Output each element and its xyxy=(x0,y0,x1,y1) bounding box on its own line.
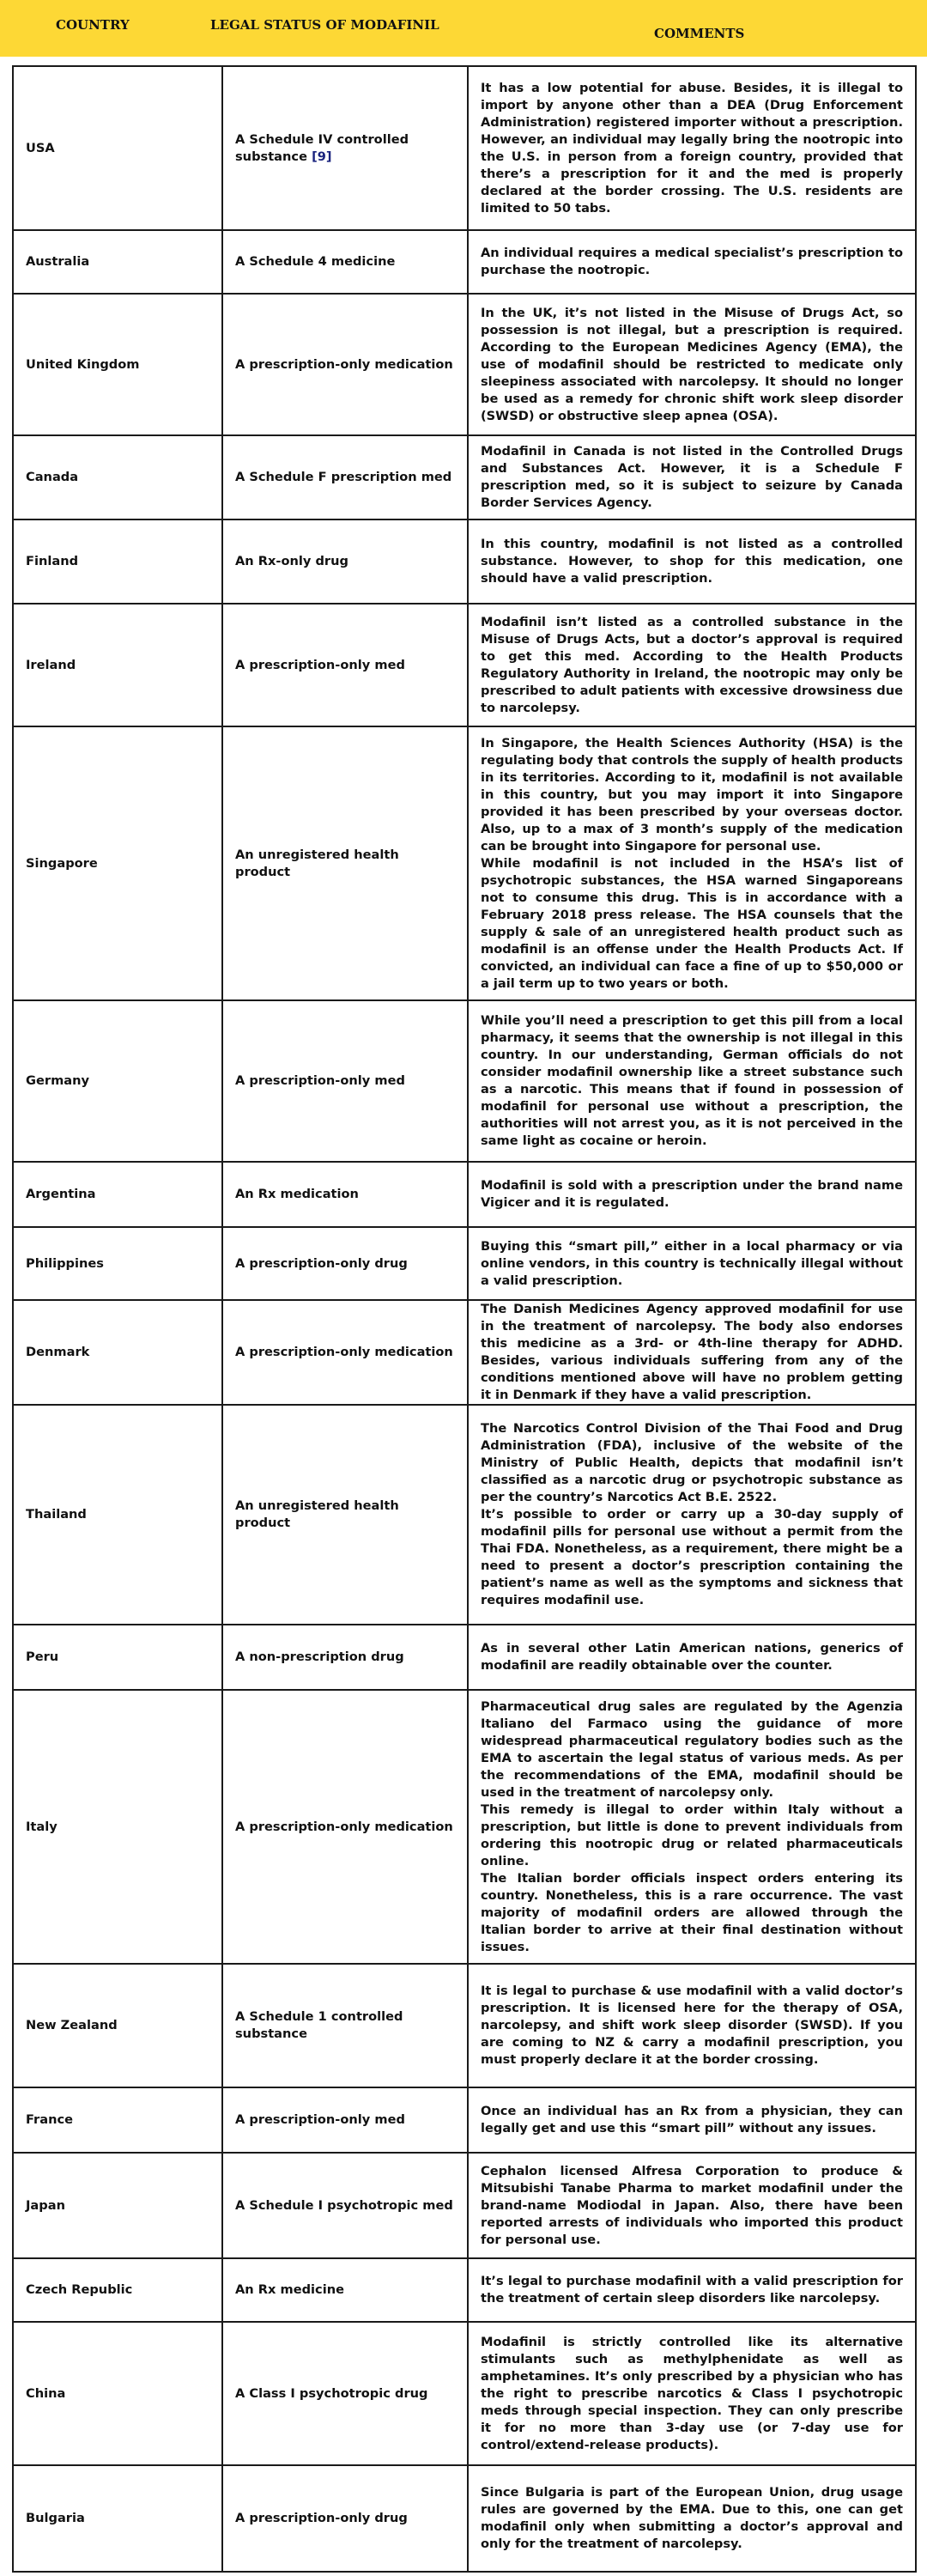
reference-link[interactable]: [9] xyxy=(312,149,332,164)
legal-status-text: An unregistered health product xyxy=(235,847,399,879)
country-cell: France xyxy=(13,2087,222,2153)
legal-status-cell xyxy=(222,2322,468,2465)
legal-status-text: A Schedule 4 medicine xyxy=(235,254,396,269)
comment-paragraph: Modafinil is strictly controlled like its alternative stimulants such as methylphenidate as well as amphetamines. It’s only prescribed by a physician who has the right to prescribe narcotics & Class I psychotropic meds through special inspection. They can only prescribe it for no more than 3-day use (or 7-day use for control/extend-release products). xyxy=(481,2334,903,2452)
country-cell: Denmark xyxy=(13,1300,222,1405)
legal-status-text: An unregistered health product xyxy=(235,1498,399,1530)
legal-status-cell xyxy=(222,294,468,435)
comments-cell xyxy=(468,1964,916,2087)
legal-status-cell xyxy=(222,726,468,1000)
table-row xyxy=(13,230,916,294)
comment-paragraph: While modafinil is not included in the HSA’s list of psychotropic substances, the HSA warned Singaporeans not to consume this drug. This is in accordance with a February 2018 press release. The HSA counsels that the supply & sale of an unregistered health product such as modafinil is an offense under the Health Products Act. If convicted, an individual can face a fine of up to $50,000 or a jail term up to two years or both. xyxy=(481,855,903,991)
country-cell: Japan xyxy=(13,2153,222,2258)
comment-paragraph: It’s possible to order or carry up a 30-day supply of modafinil pills for personal use without a permit from the Thai FDA. Nonetheless, as a requirement, there might be a need to present a doctor’s prescription containing the patient’s name as well as the symptoms and sickness that requires modafinil use. xyxy=(481,1507,903,1607)
country-cell: China xyxy=(13,2322,222,2465)
legal-status-text: A Schedule IV controlled substance xyxy=(235,131,409,164)
comment-paragraph: Once an individual has an Rx from a physician, they can legally get and use this “smart pill” without any issues. xyxy=(481,2104,903,2136)
comment-paragraph: This remedy is illegal to order within Italy without a prescription, but little is done to prevent individuals from ordering this nootropic drug or related pharmaceuticals online. xyxy=(481,1801,903,1868)
comments-cell xyxy=(468,1000,916,1162)
comments-cell xyxy=(468,230,916,294)
comment-paragraph: The Italian border officials inspect orders entering its country. Nonetheless, this is a rare occurrence. The vast majority of modafinil orders are allowed through the Italian border to arrive at their final destination without issues. xyxy=(481,1870,903,1954)
legal-status-cell xyxy=(222,519,468,604)
header-comments: COMMENTS xyxy=(654,26,745,41)
table-row xyxy=(13,519,916,604)
comments-cell xyxy=(468,1162,916,1227)
table-body xyxy=(13,66,916,2572)
country-cell: Argentina xyxy=(13,1162,222,1227)
comments-cell xyxy=(468,1300,916,1405)
comments-cell xyxy=(468,1625,916,1690)
country-cell: Singapore xyxy=(13,726,222,1000)
comment-paragraph: It is legal to purchase & use modafinil with a valid doctor’s prescription. It is licensed here for the therapy of OSA, narcolepsy, and shift work sleep disorder (SWSD). If you are coming to NZ & carry a modafinil prescription, you must properly declare it at the border crossing. xyxy=(481,1984,903,2067)
legal-status-cell xyxy=(222,230,468,294)
legal-status-text: A prescription-only medication xyxy=(235,1345,453,1359)
table-row xyxy=(13,1300,916,1405)
legal-status-cell xyxy=(222,66,468,230)
comments-cell xyxy=(468,2322,916,2465)
table-row xyxy=(13,604,916,726)
modafinil-legal-status-table xyxy=(12,65,917,2573)
comments-cell xyxy=(468,1690,916,1964)
comments-cell xyxy=(468,2153,916,2258)
legal-status-cell xyxy=(222,2087,468,2153)
country-cell: Australia xyxy=(13,230,222,294)
country-cell: Ireland xyxy=(13,604,222,726)
legal-status-cell xyxy=(222,1000,468,1162)
comment-paragraph: An individual requires a medical specialist’s prescription to purchase the nootropic. xyxy=(481,246,903,277)
comment-paragraph: Modafinil is sold with a prescription under the brand name Vigicer and it is regulated. xyxy=(481,1178,903,1210)
comment-paragraph: It’s legal to purchase modafinil with a valid prescription for the treatment of certain sleep disorders like narcolepsy. xyxy=(481,2274,903,2306)
comments-cell xyxy=(468,2465,916,2572)
comment-paragraph: Modafinil isn’t listed as a controlled substance in the Misuse of Drugs Acts, but a doctor’s approval is required to get this med. According to the Health Products Regulatory Authority in Ireland, the nootropic may only be prescribed to adult patients with excessive drowsiness due to narcolepsy. xyxy=(481,614,903,715)
legal-status-cell xyxy=(222,2258,468,2322)
table-row xyxy=(13,2153,916,2258)
comment-paragraph: In the UK, it’s not listed in the Misuse of Drugs Act, so possession is not illegal, but a prescription is required. According to the European Medicines Agency (EMA), the use of modafinil should be restricted to medicate only sleepiness associated with narcolepsy. It should no longer be used as a remedy for chronic shift work sleep disorder (SWSD) or obstructive sleep apnea (OSA). xyxy=(481,305,903,423)
comment-paragraph: The Narcotics Control Division of the Thai Food and Drug Administration (FDA), inclusive of the website of the Ministry of Public Health, depicts that modafinil isn’t classified as a narcotic drug or psychotropic substance as per the country’s Narcotics Act B.E. 2522. xyxy=(481,1421,903,1504)
legal-status-text: An Rx-only drug xyxy=(235,554,348,568)
comment-paragraph: Cephalon licensed Alfresa Corporation to produce & Mitsubishi Tanabe Pharma to market modafinil under the brand-name Modiodal in Japan. Also, there have been reported arrests of individuals who imported this product for personal use. xyxy=(481,2163,903,2247)
legal-status-cell xyxy=(222,2465,468,2572)
comment-paragraph: Modafinil in Canada is not listed in the Controlled Drugs and Substances Act. However, it is a Schedule F prescription med, so it is subject to seizure by Canada Border Services Agency. xyxy=(481,444,903,510)
legal-status-cell xyxy=(222,604,468,726)
legal-status-cell xyxy=(222,1964,468,2087)
legal-status-text: An Rx medicine xyxy=(235,2282,344,2297)
table-row xyxy=(13,1964,916,2087)
country-cell: Italy xyxy=(13,1690,222,1964)
table-row xyxy=(13,1690,916,1964)
legal-status-cell xyxy=(222,1690,468,1964)
header-country: COUNTRY xyxy=(56,17,130,33)
country-cell: Thailand xyxy=(13,1405,222,1625)
legal-status-text: A non-prescription drug xyxy=(235,1649,404,1664)
legal-status-cell xyxy=(222,1162,468,1227)
comments-cell xyxy=(468,1405,916,1625)
comment-paragraph: As in several other Latin American nations, generics of modafinil are readily obtainable over the counter. xyxy=(481,1641,903,1673)
legal-status-text: A prescription-only med xyxy=(235,1073,405,1088)
table-row xyxy=(13,294,916,435)
country-cell: Peru xyxy=(13,1625,222,1690)
comments-cell xyxy=(468,2258,916,2322)
country-cell: Czech Republic xyxy=(13,2258,222,2322)
comment-paragraph: Buying this “smart pill,” either in a local pharmacy or via online vendors, in this country is technically illegal without a valid prescription. xyxy=(481,1238,903,1288)
comments-cell xyxy=(468,435,916,519)
header-legal-status: LEGAL STATUS OF MODAFINIL xyxy=(210,17,439,33)
country-cell: Philippines xyxy=(13,1227,222,1300)
legal-status-text: A Schedule 1 controlled substance xyxy=(235,2009,403,2041)
legal-status-text: A prescription-only med xyxy=(235,2112,405,2127)
legal-status-cell xyxy=(222,1405,468,1625)
legal-status-text: A Class I psychotropic drug xyxy=(235,2385,428,2401)
country-cell: United Kingdom xyxy=(13,294,222,435)
comment-paragraph: Pharmaceutical drug sales are regulated by the Agenzia Italiano del Farmaco using the guidance of more widespread pharmaceutical regulatory bodies such as the EMA to ascertain the legal status of various meds. As per the recommendations of the EMA, modafinil should be used in the treatment of narcolepsy only. xyxy=(481,1698,903,1800)
comment-paragraph: In this country, modafinil is not listed as a controlled substance. However, to shop for this medication, one should have a valid prescription. xyxy=(481,537,903,586)
comment-paragraph: While you’ll need a prescription to get this pill from a local pharmacy, it seems that the ownership is not illegal in this country. In our understanding, German officials do not consider modafinil ownership like a street substance such as a narcotic. This means that if found in possession of modafinil for personal use without a prescription, the authorities will not arrest you, as it is not perceived in the same light as cocaine or heroin. xyxy=(481,1013,903,1148)
table-row xyxy=(13,1227,916,1300)
table-header xyxy=(0,0,927,57)
comment-paragraph: The Danish Medicines Agency approved modafinil for use in the treatment of narcolepsy. The body also endorses this medicine as a 3rd- or 4th-line therapy for ADHD. Besides, various individuals suffering from any of the conditions mentioned above will have no problem getting it in Denmark if they have a valid prescription. xyxy=(481,1302,903,1402)
country-cell: USA xyxy=(13,66,222,230)
comments-cell xyxy=(468,726,916,1000)
table-row xyxy=(13,1625,916,1690)
legal-status-text: A prescription-only medication xyxy=(235,1819,453,1834)
table-row xyxy=(13,726,916,1000)
legal-status-cell xyxy=(222,1300,468,1405)
comments-cell xyxy=(468,519,916,604)
legal-status-text: A Schedule F prescription med xyxy=(235,470,452,484)
legal-status-text: A Schedule I psychotropic med xyxy=(235,2197,453,2213)
legal-status-text: An Rx medication xyxy=(235,1187,359,1201)
table-row xyxy=(13,2258,916,2322)
legal-status-text: A prescription-only drug xyxy=(235,1255,408,1271)
comments-cell xyxy=(468,294,916,435)
country-cell: Germany xyxy=(13,1000,222,1162)
table-row xyxy=(13,1162,916,1227)
comments-cell xyxy=(468,2087,916,2153)
country-cell: Finland xyxy=(13,519,222,604)
legal-status-cell xyxy=(222,2153,468,2258)
table-row xyxy=(13,1405,916,1625)
table-row xyxy=(13,435,916,519)
country-cell: Canada xyxy=(13,435,222,519)
table-row xyxy=(13,2087,916,2153)
table-row xyxy=(13,66,916,230)
comments-cell xyxy=(468,66,916,230)
comments-cell xyxy=(468,1227,916,1300)
legal-status-cell xyxy=(222,435,468,519)
legal-status-text: A prescription-only medication xyxy=(235,356,453,372)
comments-cell xyxy=(468,604,916,726)
table-row xyxy=(13,2465,916,2572)
country-cell: New Zealand xyxy=(13,1964,222,2087)
legal-status-cell xyxy=(222,1227,468,1300)
legal-status-text: A prescription-only med xyxy=(235,657,405,672)
table-row xyxy=(13,1000,916,1162)
country-cell: Bulgaria xyxy=(13,2465,222,2572)
legal-status-text: A prescription-only drug xyxy=(235,2511,408,2525)
comment-paragraph: It has a low potential for abuse. Besides, it is illegal to import by anyone other than a DEA (Drug Enforcement Administration) registered importer without a prescription. However, an individual may legally bring the nootropic into the U.S. in person from a foreign country, provided that there’s a prescription for it and the med is properly declared at the border crossing. The U.S. residents are limited to 50 tabs. xyxy=(481,80,903,216)
comment-paragraph: In Singapore, the Health Sciences Authority (HSA) is the regulating body that controls the supply of health products in its territories. According to it, modafinil is not available in this country, but you may import it into Singapore provided it has been prescribed by your overseas doctor. Also, up to a max of 3 month’s supply of the medication can be brought into Singapore for personal use. xyxy=(481,735,903,854)
comment-paragraph: Since Bulgaria is part of the European Union, drug usage rules are governed by the EMA. Due to this, one can get modafinil only when submitting a doctor’s approval and only for the treatment of narcolepsy. xyxy=(481,2485,903,2551)
table-row xyxy=(13,2322,916,2465)
legal-status-cell xyxy=(222,1625,468,1690)
